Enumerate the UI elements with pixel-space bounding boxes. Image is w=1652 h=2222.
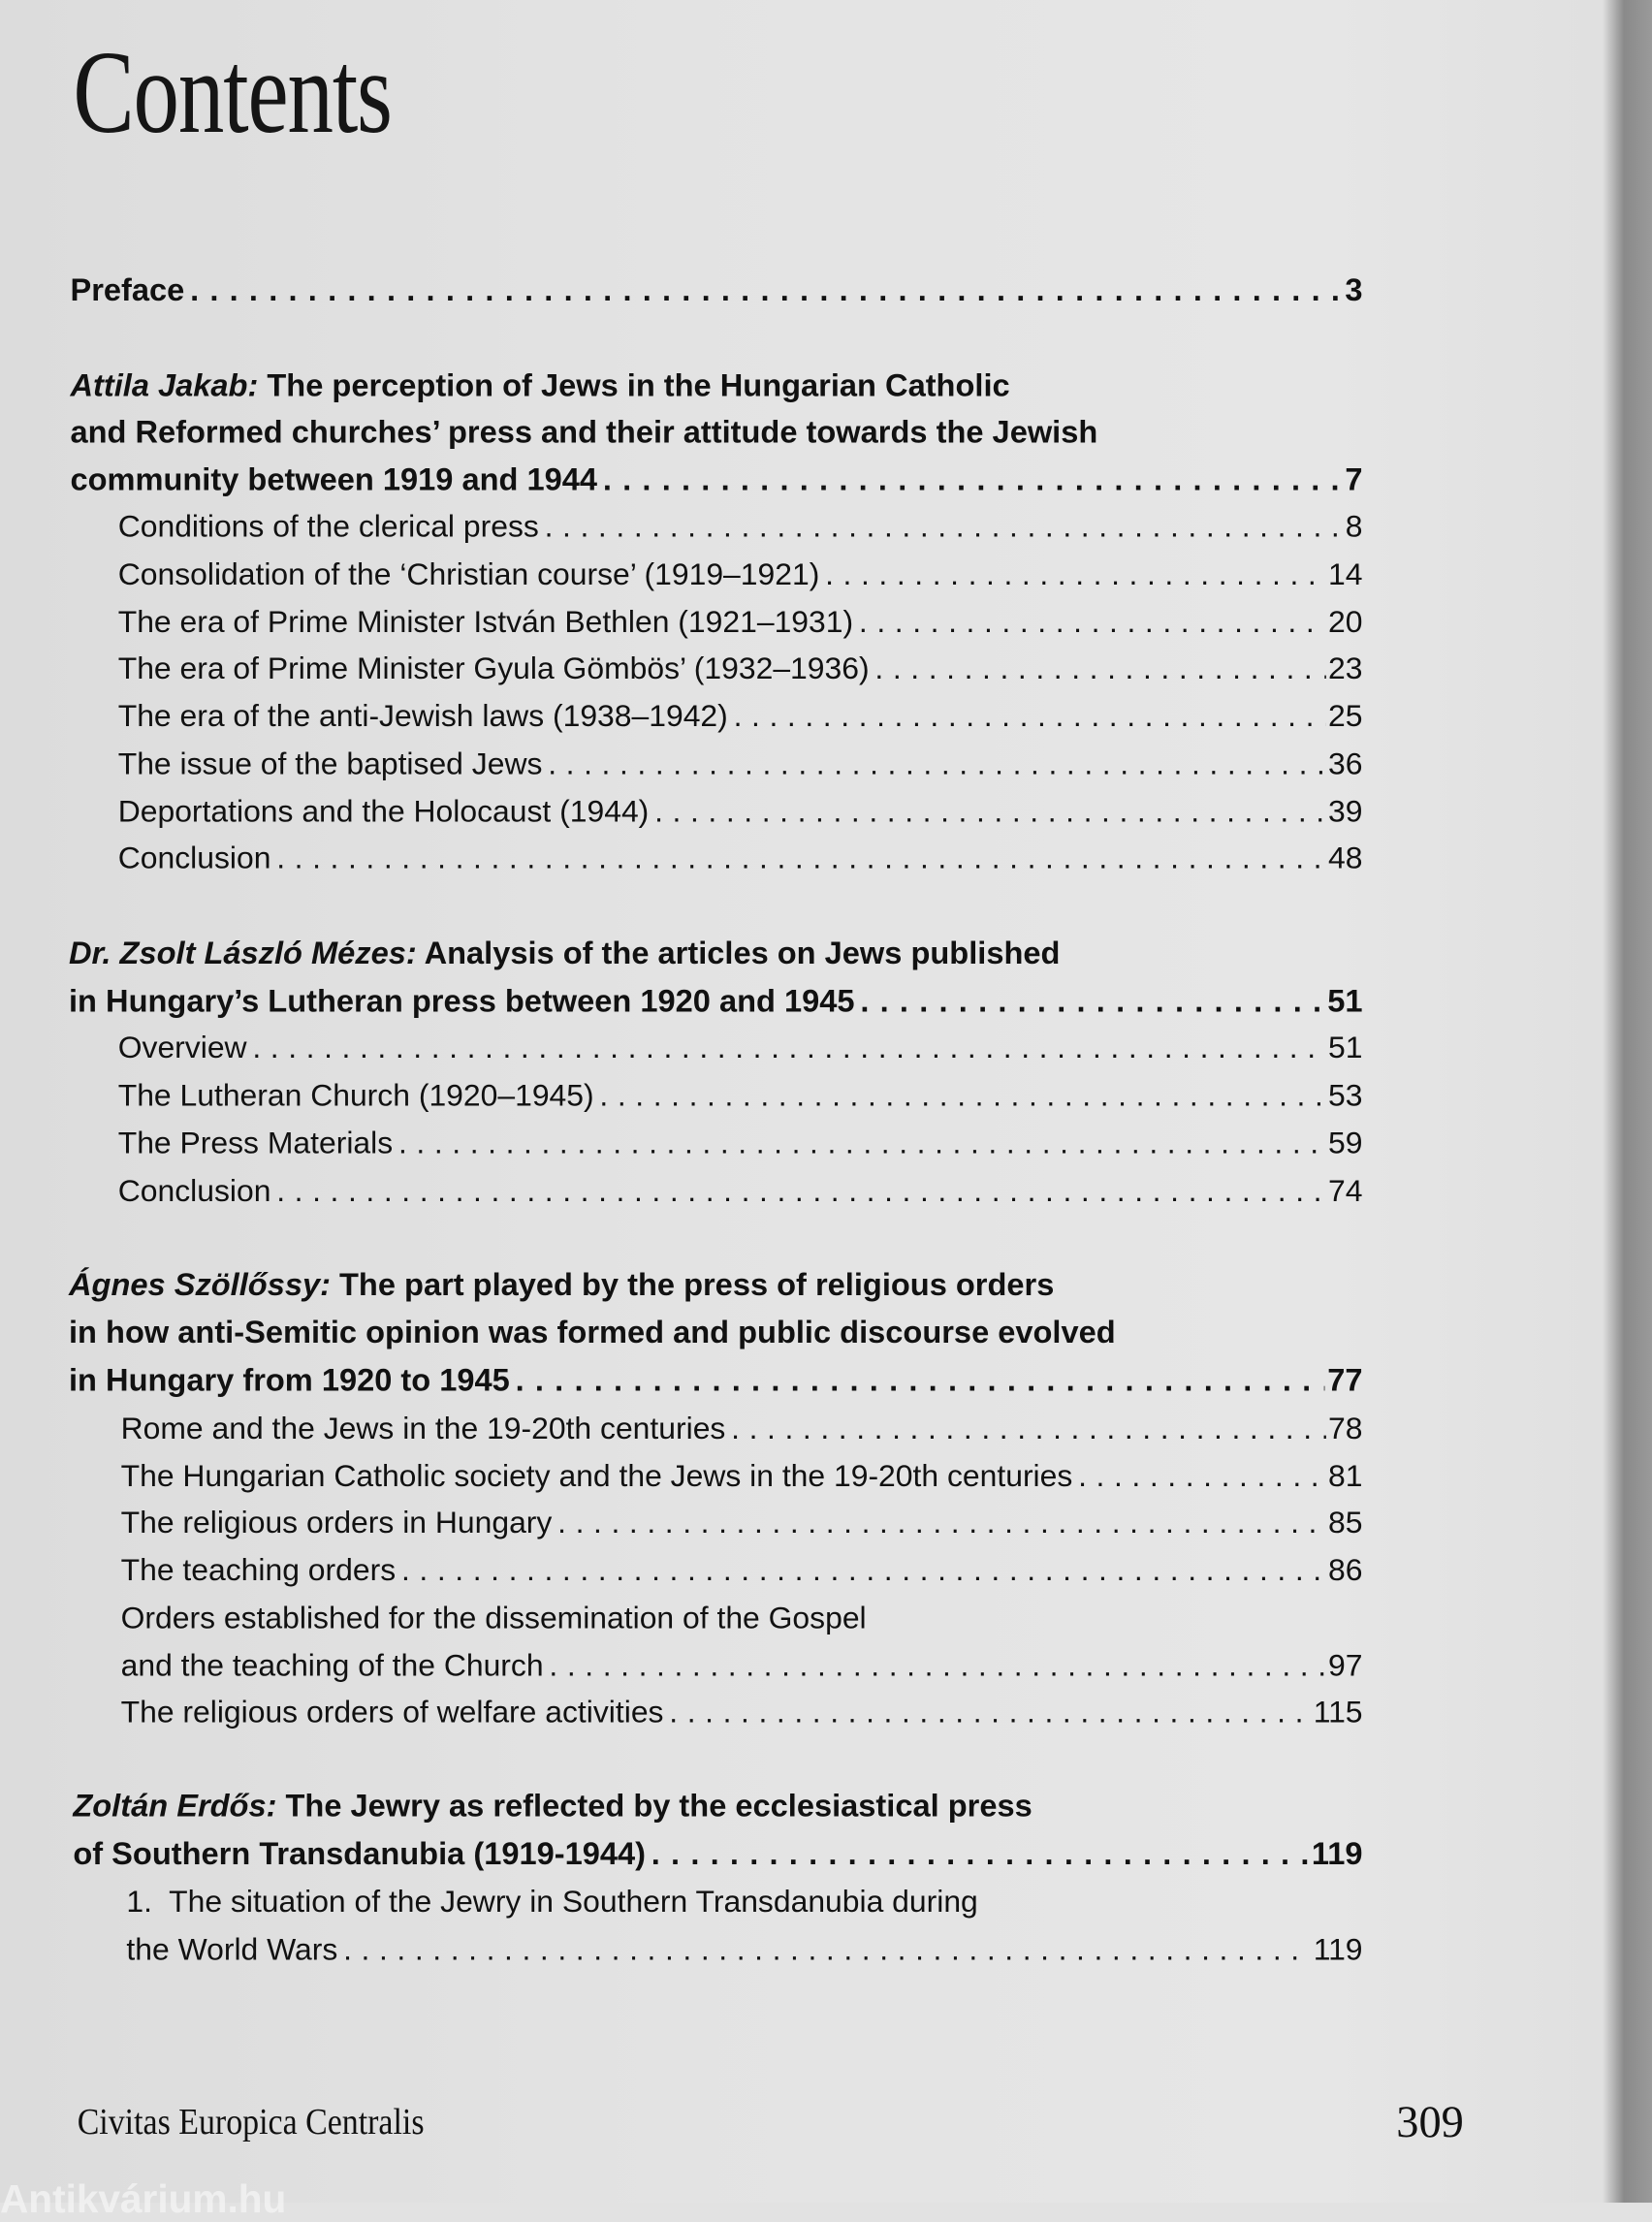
entry-title: The issue of the baptised Jews <box>117 746 543 781</box>
entry-title: The Jewry as reflected by the ecclesiastical press <box>276 1788 1032 1824</box>
dot-leader <box>337 1928 1311 1970</box>
entry-title: Deportations and the Holocaust (1944) <box>117 793 650 829</box>
toc-section-line <box>118 554 1363 595</box>
entry-page-number: 77 <box>1327 1362 1363 1398</box>
toc-section-line <box>118 791 1363 833</box>
toc-section-line <box>121 1549 1363 1591</box>
entry-title: The part played by the press of religious orders <box>330 1266 1055 1303</box>
dot-leader <box>184 270 1342 311</box>
toc-section-line <box>118 1123 1363 1164</box>
dot-leader <box>853 601 1325 643</box>
dot-leader <box>270 838 1325 879</box>
toc-chapter-line <box>73 1786 1032 1827</box>
toc-section-line <box>118 695 1363 737</box>
dot-leader <box>1072 1455 1325 1497</box>
page-title: Contents <box>73 27 392 159</box>
dot-leader <box>594 1074 1326 1116</box>
dot-leader <box>539 506 1343 548</box>
entry-title: Conclusion <box>117 1172 271 1209</box>
entry-title: The perception of Jews in the Hungarian Catholic <box>258 367 1010 403</box>
entry-title: in how anti-Semitic opinion was formed and public discourse evolved <box>69 1315 1116 1350</box>
toc-section-line <box>118 506 1363 548</box>
author-name: Attila Jakab: <box>70 367 259 403</box>
entry-page-number: 3 <box>1345 272 1363 308</box>
dot-leader <box>396 1549 1325 1591</box>
entry-title: of Southern Transdanubia (1919-1944) <box>73 1835 646 1872</box>
toc-chapter-line <box>70 460 1362 501</box>
author-name: Zoltán Erdős: <box>73 1788 277 1824</box>
dot-leader <box>544 1645 1326 1687</box>
entry-page-number: 85 <box>1328 1504 1363 1540</box>
entry-title: The religious orders of welfare activities <box>120 1694 664 1730</box>
toc-section-line <box>118 838 1363 879</box>
series-name: Civitas Europica Centralis <box>77 2101 425 2143</box>
entry-title: Preface <box>70 272 185 308</box>
dot-leader <box>510 1360 1325 1402</box>
toc-chapter-line <box>70 365 1009 407</box>
toc-section-line <box>121 1645 1363 1687</box>
entry-title: Orders established for the dissemination of the Gospel <box>120 1600 867 1635</box>
entry-page-number: 115 <box>1313 1694 1363 1730</box>
toc-section-line <box>118 601 1363 643</box>
dot-leader <box>725 1408 1325 1449</box>
dot-leader <box>646 1833 1309 1875</box>
dot-leader <box>247 1027 1326 1068</box>
dot-leader <box>870 648 1326 689</box>
dot-leader <box>542 744 1325 785</box>
entry-page-number: 119 <box>1313 1931 1363 1967</box>
entry-page-number: 51 <box>1327 983 1363 1019</box>
dot-leader <box>819 554 1325 595</box>
toc-section-line <box>126 1928 1362 1970</box>
author-name: Dr. Zsolt László Mézes: <box>69 936 417 971</box>
toc-chapter-line <box>69 1312 1116 1353</box>
entry-title: the World Wars <box>126 1931 338 1967</box>
entry-page-number: 25 <box>1328 698 1363 734</box>
toc-section-line <box>121 1692 1363 1733</box>
dot-leader <box>649 791 1325 833</box>
entry-title: 1. The situation of the Jewry in Southern Transdanubia during <box>126 1884 978 1920</box>
entry-page-number: 36 <box>1328 746 1363 781</box>
entry-page-number: 53 <box>1328 1077 1363 1113</box>
toc-section-line <box>121 1598 867 1639</box>
toc-section-line <box>118 744 1363 785</box>
toc-chapter-line <box>70 270 1362 311</box>
dot-leader <box>597 460 1342 501</box>
toc-chapter-line <box>69 1360 1363 1402</box>
entry-page-number: 48 <box>1328 840 1363 875</box>
entry-title: Conditions of the clerical press <box>117 508 539 544</box>
toc-section-line <box>121 1455 1363 1497</box>
entry-page-number: 8 <box>1345 508 1363 544</box>
author-name: Ágnes Szöllőssy: <box>69 1266 331 1303</box>
entry-title: in Hungary from 1920 to 1945 <box>69 1362 510 1398</box>
entry-page-number: 59 <box>1328 1125 1363 1160</box>
toc-chapter-line <box>69 980 1363 1022</box>
entry-title: The Press Materials <box>117 1125 394 1160</box>
entry-title: The teaching orders <box>120 1552 397 1588</box>
toc-section-line <box>121 1502 1363 1543</box>
entry-title: The era of Prime Minister Gyula Gömbös’ (1932–1936) <box>117 650 870 686</box>
entry-page-number: 20 <box>1328 604 1363 640</box>
toc-chapter-line <box>69 1264 1054 1306</box>
watermark: Antikvárium.hu <box>0 2176 287 2221</box>
entry-title: Overview <box>117 1030 247 1065</box>
toc-chapter-line <box>69 933 1060 974</box>
toc-section-line <box>118 648 1363 689</box>
toc-section-line <box>118 1027 1363 1068</box>
dot-leader <box>270 1170 1325 1212</box>
toc-section-line <box>118 1074 1363 1116</box>
entry-title: community between 1919 and 1944 <box>70 461 598 497</box>
entry-title: The Lutheran Church (1920–1945) <box>117 1077 594 1113</box>
entry-page-number: 86 <box>1328 1552 1363 1588</box>
entry-title: The religious orders in Hungary <box>120 1504 553 1540</box>
page-number: 309 <box>1396 2095 1464 2147</box>
entry-page-number: 7 <box>1345 461 1363 497</box>
toc-chapter-line <box>70 412 1097 454</box>
entry-page-number: 119 <box>1311 1835 1363 1872</box>
entry-title: Conclusion <box>117 840 271 875</box>
dot-leader <box>552 1502 1325 1543</box>
entry-page-number: 81 <box>1328 1458 1363 1494</box>
entry-page-number: 14 <box>1328 556 1363 592</box>
entry-page-number: 97 <box>1328 1647 1363 1683</box>
entry-page-number: 78 <box>1328 1410 1363 1446</box>
dot-leader <box>663 1692 1310 1733</box>
entry-title: Rome and the Jews in the 19-20th centuries <box>120 1410 726 1446</box>
entry-page-number: 39 <box>1328 793 1363 829</box>
entry-title: and the teaching of the Church <box>120 1647 544 1683</box>
toc-chapter-line <box>73 1833 1362 1875</box>
dot-leader <box>855 980 1325 1022</box>
entry-title: in Hungary’s Lutheran press between 1920 and 1945 <box>69 983 855 1019</box>
entry-title: Analysis of the articles on Jews published <box>416 936 1061 971</box>
entry-title: Consolidation of the ‘Christian course’ (1919–1921) <box>117 556 820 592</box>
entry-title: The era of Prime Minister István Bethlen (1921–1931) <box>117 604 854 640</box>
toc-section-line <box>118 1170 1363 1212</box>
entry-page-number: 74 <box>1328 1172 1363 1209</box>
toc-section-line <box>126 1881 977 1922</box>
entry-title: The Hungarian Catholic society and the Jews in the 19-20th centuries <box>120 1458 1073 1494</box>
entry-title: The era of the anti-Jewish laws (1938–1942) <box>117 698 728 734</box>
entry-page-number: 51 <box>1328 1030 1363 1065</box>
toc-section-line <box>121 1408 1363 1449</box>
dot-leader <box>393 1123 1325 1164</box>
entry-page-number: 23 <box>1328 650 1363 686</box>
entry-title: and Reformed churches’ press and their attitude towards the Jewish <box>70 414 1098 450</box>
dot-leader <box>728 695 1325 737</box>
